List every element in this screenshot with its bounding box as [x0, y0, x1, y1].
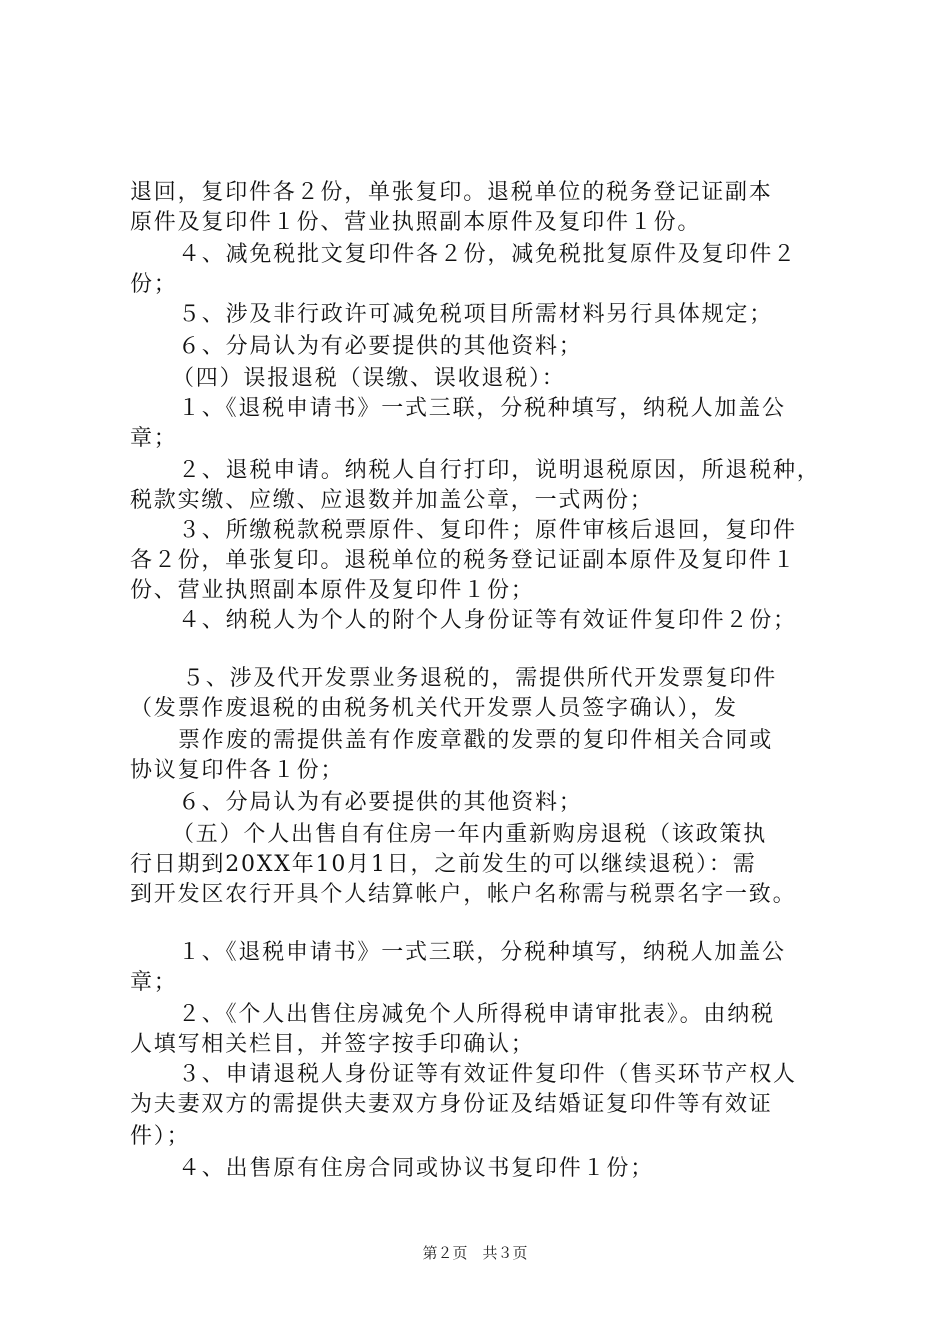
- paragraph-line: 各２份，单张复印。退税单位的税务登记证副本原件及复印件１: [130, 548, 797, 573]
- paragraph-line: ３、申请退税人身份证等有效证件复印件（售买环节产权人: [178, 1062, 797, 1087]
- paragraph-line: 行日期到20XX年10月1日，之前发生的可以继续退税）：需: [130, 852, 757, 877]
- paragraph-line: 份；: [130, 272, 178, 297]
- paragraph-line: 章；: [130, 426, 178, 451]
- paragraph-line: 协议复印件各１份；: [130, 758, 345, 783]
- paragraph-line: ４、纳税人为个人的附个人身份证等有效证件复印件２份；: [178, 608, 797, 633]
- paragraph-line: 人填写相关栏目，并签字按手印确认；: [130, 1032, 535, 1057]
- paragraph-line: ４、减免税批文复印件各２份，减免税批复原件及复印件２: [178, 242, 797, 267]
- paragraph-line: 退回，复印件各２份，单张复印。退税单位的税务登记证副本: [130, 180, 773, 205]
- section-heading: （五）个人出售自有住房一年内重新购房退税（该政策执: [172, 822, 768, 847]
- paragraph-line: ５、涉及非行政许可减免税项目所需材料另行具体规定；: [178, 302, 774, 327]
- paragraph-line: 为夫妻双方的需提供夫妻双方身份证及结婚证复印件等有效证: [130, 1092, 773, 1117]
- page-number-footer: 第２页 共３页: [422, 1244, 528, 1262]
- paragraph-line: 份、营业执照副本原件及复印件１份；: [130, 578, 535, 603]
- paragraph-line: ２、《个人出售住房减免个人所得税申请审批表》。由纳税: [178, 1002, 775, 1027]
- paragraph-line: 件）；: [130, 1124, 191, 1149]
- paragraph-line: ６、分局认为有必要提供的其他资料；: [178, 334, 583, 359]
- paragraph-line: １、《退税申请书》一式三联，分税种填写，纳税人加盖公: [178, 396, 786, 421]
- paragraph-line: ２、退税申请。纳税人自行打印，说明退税原因，所退税种，: [178, 458, 821, 483]
- paragraph-line: ６、分局认为有必要提供的其他资料；: [178, 790, 583, 815]
- paragraph-line: 到开发区农行开具个人结算帐户，帐户名称需与税票名字一致。: [130, 882, 797, 907]
- paragraph-line: 原件及复印件１份、营业执照副本原件及复印件１份。: [130, 210, 702, 235]
- paragraph-line: 章；: [130, 970, 178, 995]
- paragraph-line: ５、涉及代开发票业务退税的，需提供所代开发票复印件: [182, 666, 778, 691]
- paragraph-line: ３、所缴税款税票原件、复印件；原件审核后退回，复印件: [178, 518, 797, 543]
- paragraph-line: 税款实缴、应缴、应退数并加盖公章，一式两份；: [130, 488, 654, 513]
- paragraph-line: ４、出售原有住房合同或协议书复印件１份；: [178, 1156, 655, 1181]
- paragraph-line: （发票作废退税的由税务机关代开发票人员签字确认），发: [130, 696, 738, 721]
- paragraph-line: １、《退税申请书》一式三联，分税种填写，纳税人加盖公: [178, 940, 786, 965]
- section-heading: （四）误报退税（误缴、误收退税）：: [172, 366, 566, 391]
- paragraph-line: 票作废的需提供盖有作废章戳的发票的复印件相关合同或: [178, 728, 774, 753]
